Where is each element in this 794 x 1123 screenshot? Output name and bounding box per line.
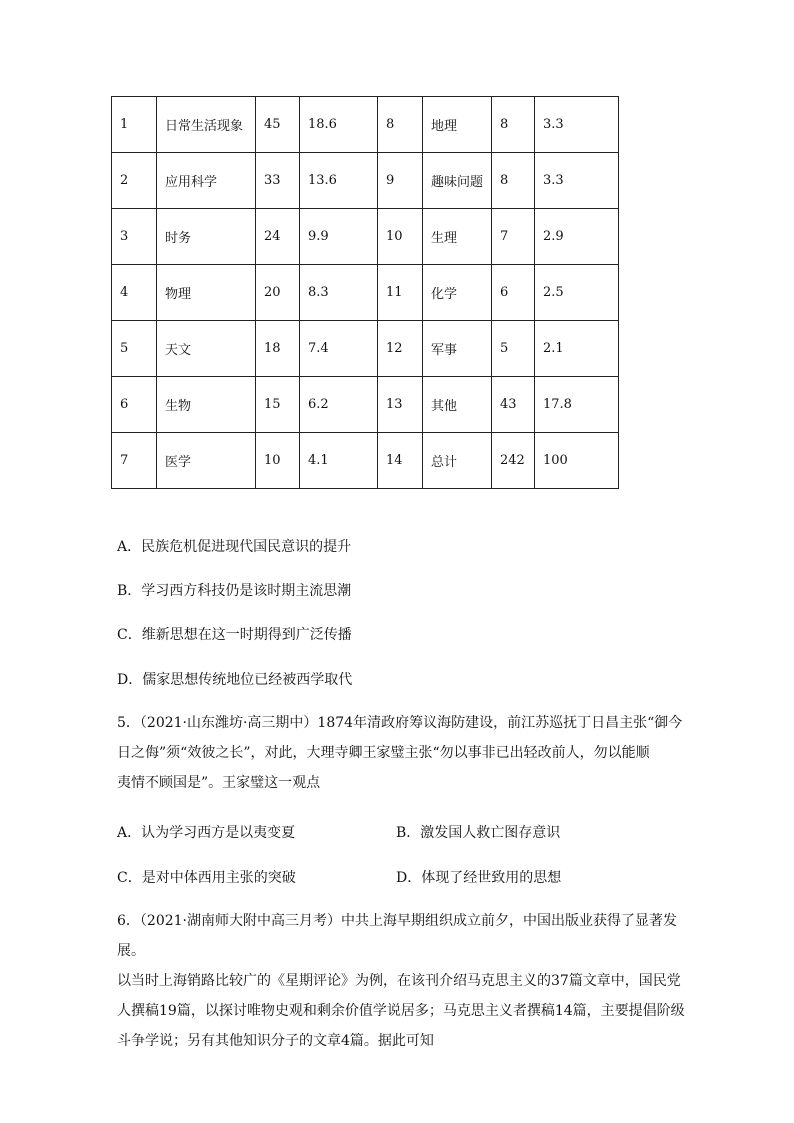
- table-cell: 10: [256, 433, 300, 489]
- table-cell: 趣味问题: [423, 153, 492, 209]
- table-cell: 时务: [157, 209, 256, 265]
- table-cell: 13.6: [300, 153, 378, 209]
- table-cell: 应用科学: [157, 153, 256, 209]
- table-cell: 生物: [157, 377, 256, 433]
- q6-line-2: 以当时上海销路比较广的《星期评论》为例，在该刊介绍马克思主义的37篇文章中，国民党: [117, 973, 681, 989]
- table-cell: 43: [492, 377, 535, 433]
- table-cell: 9: [378, 153, 423, 209]
- table-cell: 12: [378, 321, 423, 377]
- q5-line-1: 5．（2021·山东潍坊·高三期中）1874年清政府筹议海防建设，前江苏巡抚丁日昌主张“御今: [117, 715, 683, 731]
- table-row: [112, 97, 619, 153]
- table-cell: 4: [112, 265, 157, 321]
- table-row: [112, 321, 619, 377]
- table-cell: 军事: [423, 321, 492, 377]
- table-row: [112, 433, 619, 489]
- q5-option-b[interactable]: B．激发国人救亡图存意识: [396, 825, 561, 841]
- table-row: [112, 265, 619, 321]
- table-cell: 2: [112, 153, 157, 209]
- table-cell: 生理: [423, 209, 492, 265]
- table-cell: 14: [378, 433, 423, 489]
- table-cell: 17.8: [535, 377, 619, 433]
- table-cell: 18.6: [300, 97, 378, 153]
- table-cell: 3: [112, 209, 157, 265]
- table-cell: 4.1: [300, 433, 378, 489]
- q4-option-a[interactable]: A．民族危机促进现代国民意识的提升: [117, 539, 352, 555]
- table-cell: 2.5: [535, 265, 619, 321]
- table-cell: 其他: [423, 377, 492, 433]
- table-cell: 8.3: [300, 265, 378, 321]
- table-cell: 日常生活现象: [157, 97, 256, 153]
- q6-line-3: 人撰稿19篇，以探讨唯物史观和剩余价值学说居多；马克思主义者撰稿14篇，主要提倡阶级: [117, 1003, 685, 1019]
- table-cell: 5: [492, 321, 535, 377]
- table-cell: 医学: [157, 433, 256, 489]
- table-cell: 11: [378, 265, 423, 321]
- q4-option-d[interactable]: D．儒家思想传统地位已经被西学取代: [117, 672, 353, 688]
- table-cell: 物理: [157, 265, 256, 321]
- table-cell: 8: [378, 97, 423, 153]
- table-cell: 15: [256, 377, 300, 433]
- table-cell: 33: [256, 153, 300, 209]
- table-cell: 化学: [423, 265, 492, 321]
- table-cell: 7: [112, 433, 157, 489]
- table-cell: 45: [256, 97, 300, 153]
- table-cell: 13: [378, 377, 423, 433]
- statistics-table: [111, 96, 619, 489]
- q5-option-d[interactable]: D．体现了经世致用的思想: [396, 870, 562, 886]
- table-cell: 100: [535, 433, 619, 489]
- q4-option-c[interactable]: C．维新思想在这一时期得到广泛传播: [117, 627, 352, 643]
- table-cell: 2.1: [535, 321, 619, 377]
- table-cell: 8: [492, 97, 535, 153]
- table-row: [112, 153, 619, 209]
- table-cell: 3.3: [535, 97, 619, 153]
- table-cell: 9.9: [300, 209, 378, 265]
- table-body: [112, 97, 619, 489]
- table-cell: 天文: [157, 321, 256, 377]
- table-cell: 242: [492, 433, 535, 489]
- q4-option-b[interactable]: B．学习西方科技仍是该时期主流思潮: [117, 583, 352, 599]
- q5-option-c[interactable]: C．是对中体西用主张的突破: [117, 870, 296, 886]
- table-cell: 10: [378, 209, 423, 265]
- table-cell: 总计: [423, 433, 492, 489]
- q5-line-2: 日之侮”须“效彼之长”，对此，大理寺卿王家璧主张“勿以事非已出轻改前人，勿以能顺: [117, 745, 650, 761]
- table-cell: 6: [492, 265, 535, 321]
- table-cell: 18: [256, 321, 300, 377]
- table-cell: 2.9: [535, 209, 619, 265]
- table-cell: 6: [112, 377, 157, 433]
- q5-line-3: 夷情不顾国是”。王家璧这一观点: [117, 775, 321, 791]
- table-cell: 地理: [423, 97, 492, 153]
- table-cell: 8: [492, 153, 535, 209]
- table-row: [112, 377, 619, 433]
- table-cell: 1: [112, 97, 157, 153]
- table-cell: 20: [256, 265, 300, 321]
- q6-line-1: 6．（2021·湖南师大附中高三月考）中共上海早期组织成立前夕，中国出版业获得了显著发展。: [117, 913, 677, 959]
- q6-line-4: 斗争学说；另有其他知识分子的文章4篇。据此可知: [117, 1033, 434, 1049]
- table-cell: 7.4: [300, 321, 378, 377]
- q5-stem: [117, 708, 692, 798]
- table-cell: 24: [256, 209, 300, 265]
- q5-option-a[interactable]: A．认为学习西方是以夷变夏: [117, 825, 296, 841]
- q6-stem: [117, 906, 692, 1056]
- table-cell: 7: [492, 209, 535, 265]
- table-row: [112, 209, 619, 265]
- table-cell: 6.2: [300, 377, 378, 433]
- table-cell: 3.3: [535, 153, 619, 209]
- table-cell: 5: [112, 321, 157, 377]
